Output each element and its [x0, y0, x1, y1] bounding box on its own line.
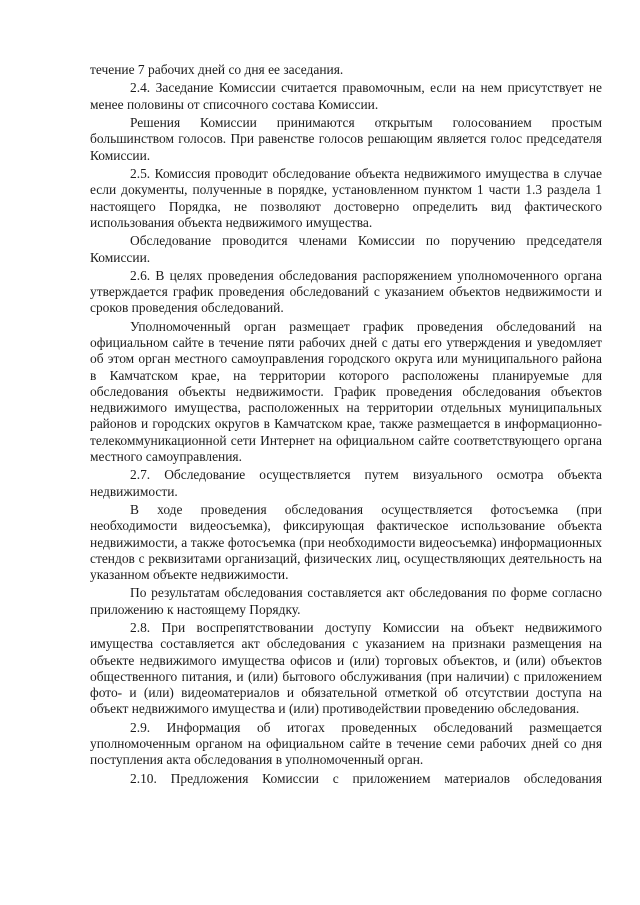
paragraph-2-9: 2.9. Информация об итогах проведенных обследований размещается уполномоченным органом на официальном сайте в течение семи рабочих дней со дня поступления акта обследования в уполномоченный орган. [90, 719, 602, 768]
paragraph-photo-video: В ходе проведения обследования осуществляется фотосъемка (при необходимости видеосъемка), фиксирующая фактическое использование объекта недвижимости, а также фотосъемка (при необходимости видеосъемка) информационных стендов с реквизитами организаций, физических лиц, осуществляющих деятельность на указанном объекте недвижимости. [90, 502, 602, 582]
paragraph-2-8: 2.8. При воспрепятствовании доступу Комиссии на объект недвижимого имущества составляется акт обследования с указанием на признаки размещения на объекте недвижимого имущества офисов и (или) торговых объектов, и (или) объектов общественного питания, и (или) бытового обслуживания (при наличии) с приложением фото- и (или) видеоматериалов и обязательной отметкой об отсутствии доступа на объект недвижимого имущества и (или) противодействии проведению обследования. [90, 620, 602, 717]
paragraph-survey-members: Обследование проводится членами Комиссии по поручению председателя Комиссии. [90, 233, 602, 265]
paragraph-2-6: 2.6. В целях проведения обследования распоряжением уполномоченного органа утверждается график проведения обследований с указанием объектов недвижимости и сроков проведения обследований. [90, 267, 602, 316]
paragraph-survey-act: По результатам обследования составляется акт обследования по форме согласно приложению к настоящему Порядку. [90, 585, 602, 617]
paragraph-2-5: 2.5. Комиссия проводит обследование объекта недвижимого имущества в случае если документы, полученные в порядке, установленном пунктом 1 части 1.3 раздела 1 настоящего Порядка, не позволяют достоверно определить вид фактического использования объекта недвижимого имущества. [90, 166, 602, 230]
paragraph-continuation: течение 7 рабочих дней со дня ее заседания. [90, 62, 344, 77]
paragraph-2-4: 2.4. Заседание Комиссии считается правомочным, если на нем присутствует не менее половины от списочного состава Комиссии. [90, 80, 602, 112]
document-page [90, 62, 602, 789]
paragraph-schedule-publication: Уполномоченный орган размещает график проведения обследований на официальном сайте в течение пяти рабочих дней с даты его утверждения и уведомляет об этом орган местного самоуправления городского округа или муниципального района в Камчатском крае, на территории которого расположены планируемые для обследования объекты недвижимости. График проведения обследования объектов недвижимого имущества, расположенных на территории отдельных муниципальных районов и городских округов в Камчатском крае, также размещается в информационно-телекоммуникационной сети Интернет на официальном сайте соответствующего органа местного самоуправления. [90, 318, 602, 464]
paragraph-2-10: 2.10. Предложения Комиссии с приложением материалов обследования [130, 770, 602, 786]
paragraph-2-7: 2.7. Обследование осуществляется путем визуального осмотра объекта недвижимости. [90, 467, 602, 499]
paragraph-decisions: Решения Комиссии принимаются открытым голосованием простым большинством голосов. При равенстве голосов решающим является голос председателя Комиссии. [90, 115, 602, 163]
